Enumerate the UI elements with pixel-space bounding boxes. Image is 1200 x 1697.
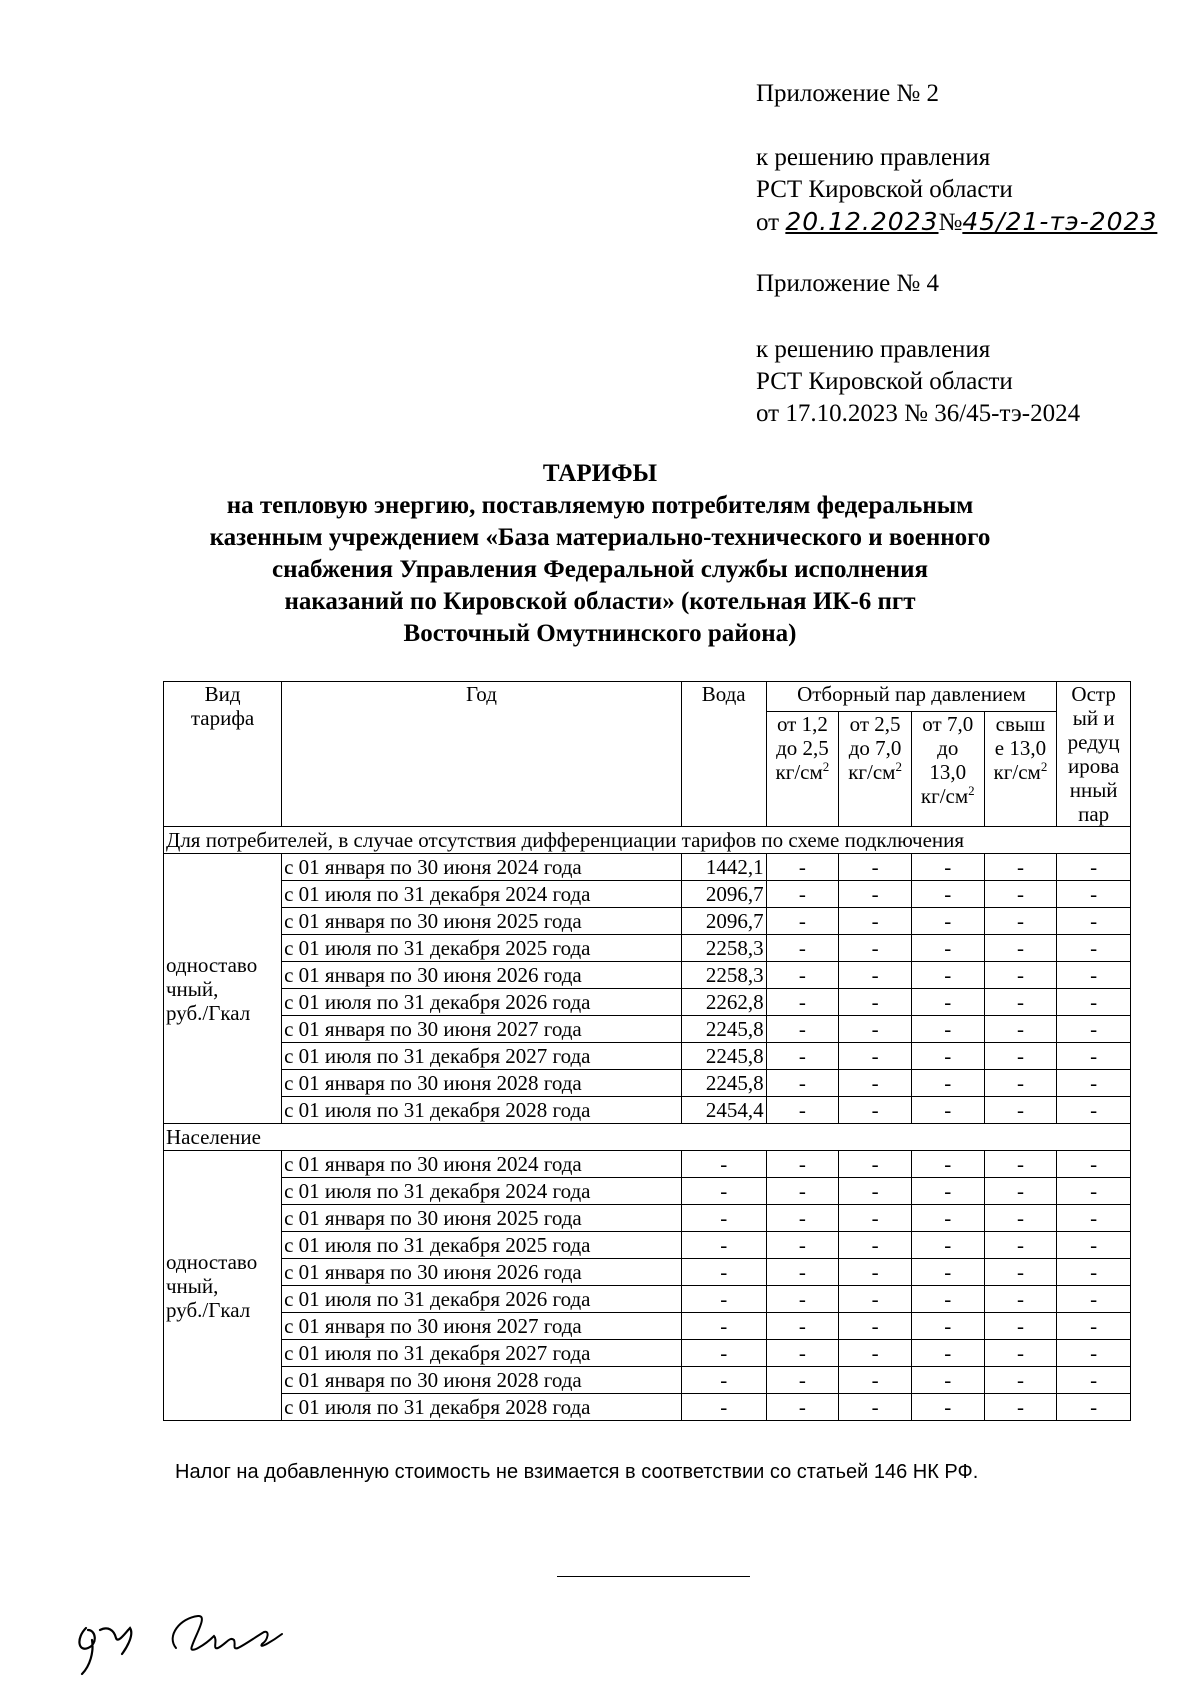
period-cell: с 01 января по 30 июня 2024 года (282, 1151, 682, 1178)
header-pressure-4 (984, 711, 1057, 826)
sharp-cell: - (1057, 935, 1131, 962)
p2-cell: - (839, 935, 912, 962)
p4-cell: - (984, 1097, 1057, 1124)
tariff-kind-cell (164, 1151, 282, 1421)
p2-cell: - (839, 1016, 912, 1043)
period-cell: с 01 июля по 31 декабря 2024 года (282, 1178, 682, 1205)
period-cell: с 01 июля по 31 декабря 2028 года (282, 1394, 682, 1421)
table-row (164, 1151, 1131, 1178)
sharp-cell: - (1057, 881, 1131, 908)
header-p3-line4 (914, 784, 982, 808)
p4-cell: - (984, 1151, 1057, 1178)
water-cell: - (681, 1367, 766, 1394)
p1-cell: - (766, 1286, 839, 1313)
table-row (164, 935, 1131, 962)
header-period: Год (282, 682, 682, 827)
p1-cell: - (766, 1205, 839, 1232)
period-cell: с 01 января по 30 июня 2025 года (282, 908, 682, 935)
p3-cell: - (911, 1367, 984, 1394)
water-cell: 2096,7 (681, 881, 766, 908)
header-p4-sup: 2 (1040, 758, 1048, 774)
sharp-cell: - (1057, 854, 1131, 881)
header-kind-line2: тарифа (190, 706, 255, 730)
header-p3-unit: кг/см (920, 783, 969, 808)
p2-cell: - (839, 1313, 912, 1340)
title-heading: ТАРИФЫ (542, 460, 658, 487)
annex-4-line3: от 17.10.2023 № 36/45-тэ-2024 (756, 400, 1081, 427)
p3-cell: - (911, 962, 984, 989)
closing-rule (557, 1576, 750, 1577)
water-cell: - (681, 1394, 766, 1421)
sharp-cell: - (1057, 1097, 1131, 1124)
water-cell: - (681, 1178, 766, 1205)
sharp-cell: - (1057, 1151, 1131, 1178)
p1-cell: - (766, 1367, 839, 1394)
water-cell: 2096,7 (681, 908, 766, 935)
header-p2-unit: кг/см (848, 759, 896, 784)
water-cell: - (681, 1259, 766, 1286)
table-row (164, 854, 1131, 881)
header-p1-line3 (769, 760, 837, 784)
p4-cell: - (984, 1367, 1057, 1394)
p2-cell: - (839, 1259, 912, 1286)
handwritten-signatures (68, 1600, 328, 1680)
header-pressure-1 (766, 711, 839, 826)
document-title (150, 458, 1050, 650)
p2-cell: - (839, 881, 912, 908)
p4-cell: - (984, 1313, 1057, 1340)
title-line1: на тепловую энергию, поставляемую потребителям федеральным (226, 492, 974, 519)
header-p2-sup: 2 (895, 758, 902, 774)
p4-cell: - (984, 1043, 1057, 1070)
table-row (164, 1016, 1131, 1043)
period-cell: с 01 июля по 31 декабря 2025 года (282, 935, 682, 962)
period-cell: с 01 января по 30 июня 2024 года (282, 854, 682, 881)
annex-2-date-prefix: от (756, 209, 786, 236)
p4-cell: - (984, 1394, 1057, 1421)
p4-cell: - (984, 1070, 1057, 1097)
p1-cell: - (766, 854, 839, 881)
sharp-cell: - (1057, 962, 1131, 989)
p3-cell: - (911, 1340, 984, 1367)
table-row (164, 1232, 1131, 1259)
sharp-cell: - (1057, 1286, 1131, 1313)
tariffs-table (163, 681, 1131, 1421)
table-body (164, 827, 1131, 1421)
water-cell: 2262,8 (681, 989, 766, 1016)
p3-cell: - (911, 1070, 984, 1097)
p3-cell: - (911, 1259, 984, 1286)
p4-cell: - (984, 881, 1057, 908)
header-p4-line1: свыш (995, 711, 1046, 736)
table-row (164, 881, 1131, 908)
title-line3: снабжения Управления Федеральной службы исполнения (271, 556, 929, 583)
header-p1-line1: от 1,2 (776, 711, 828, 736)
p2-cell: - (839, 1070, 912, 1097)
p2-cell: - (839, 1205, 912, 1232)
header-p1-unit: кг/см (775, 759, 823, 784)
p1-cell: - (766, 1232, 839, 1259)
annex-2-reference (756, 142, 1157, 239)
sharp-cell: - (1057, 1178, 1131, 1205)
p2-cell: - (839, 1097, 912, 1124)
header-pressure-3 (911, 711, 984, 826)
header-sharp-line3: редуц (1067, 730, 1120, 754)
p4-cell: - (984, 1340, 1057, 1367)
p1-cell: - (766, 935, 839, 962)
title-line4: наказаний по Кировской области» (котельная ИК-6 пгт (284, 588, 916, 615)
water-cell: 1442,1 (681, 854, 766, 881)
annex-4-title: Приложение № 4 (756, 270, 940, 297)
table-row (164, 1394, 1131, 1421)
p3-cell: - (911, 1313, 984, 1340)
p2-cell: - (839, 1232, 912, 1259)
p1-cell: - (766, 1313, 839, 1340)
header-steam: Отборный пар давлением (766, 682, 1057, 712)
water-cell: 2258,3 (681, 935, 766, 962)
water-cell: - (681, 1151, 766, 1178)
p4-cell: - (984, 935, 1057, 962)
header-p1-sup: 2 (822, 758, 830, 774)
table-row (164, 1340, 1131, 1367)
water-cell: - (681, 1286, 766, 1313)
p2-cell: - (839, 1286, 912, 1313)
period-cell: с 01 января по 30 июня 2026 года (282, 1259, 682, 1286)
header-p3-line2: до (937, 735, 959, 760)
p3-cell: - (911, 1151, 984, 1178)
sharp-cell: - (1057, 1394, 1131, 1421)
p4-cell: - (984, 854, 1057, 881)
p4-cell: - (984, 1232, 1057, 1259)
p4-cell: - (984, 1205, 1057, 1232)
sharp-cell: - (1057, 1016, 1131, 1043)
p2-cell: - (839, 1043, 912, 1070)
period-cell: с 01 января по 30 июня 2025 года (282, 1205, 682, 1232)
p3-cell: - (911, 989, 984, 1016)
table-row (164, 1313, 1131, 1340)
period-cell: с 01 июля по 31 декабря 2028 года (282, 1097, 682, 1124)
table-header-row (164, 682, 1131, 712)
annex-2-title: Приложение № 2 (756, 80, 940, 107)
annex-2-block (756, 78, 939, 110)
period-cell: с 01 июля по 31 декабря 2024 года (282, 881, 682, 908)
p1-cell: - (766, 908, 839, 935)
vat-note: Налог на добавленную стоимость не взимается в соответствии со статьей 146 НК РФ. (175, 1461, 979, 1483)
section-label: Для потребителей, в случае отсутствия дифференциации тарифов по схеме подключения (164, 827, 1131, 854)
p4-cell: - (984, 1286, 1057, 1313)
water-cell: 2245,8 (681, 1016, 766, 1043)
p3-cell: - (911, 908, 984, 935)
sharp-cell: - (1057, 1259, 1131, 1286)
p4-cell: - (984, 1178, 1057, 1205)
tariff-kind-line: руб./Гкал (166, 1297, 251, 1322)
p1-cell: - (766, 1259, 839, 1286)
header-pressure-2 (839, 711, 912, 826)
p2-cell: - (839, 962, 912, 989)
p1-cell: - (766, 962, 839, 989)
p1-cell: - (766, 1394, 839, 1421)
tariff-kind-line: чный, (166, 1273, 219, 1298)
p3-cell: - (911, 1232, 984, 1259)
period-cell: с 01 июля по 31 декабря 2026 года (282, 1286, 682, 1313)
p2-cell: - (839, 1178, 912, 1205)
water-cell: 2258,3 (681, 962, 766, 989)
handwritten-date: 20.12.2023 (785, 207, 939, 236)
header-p2-line1: от 2,5 (849, 711, 901, 736)
water-cell: 2245,8 (681, 1043, 766, 1070)
header-kind-line1: Вид (204, 682, 241, 706)
header-p2-line3 (841, 760, 909, 784)
table-row (164, 1286, 1131, 1313)
p2-cell: - (839, 1394, 912, 1421)
header-sharp-line2: ый и (1072, 706, 1115, 730)
handwritten-number: 45/21-тэ-2023 (962, 207, 1158, 236)
header-p3-line1: от 7,0 (922, 711, 974, 736)
p1-cell: - (766, 1340, 839, 1367)
water-cell: 2454,4 (681, 1097, 766, 1124)
annex-4-line2: РСТ Кировской области (756, 368, 1013, 395)
table-row (164, 1178, 1131, 1205)
sharp-cell: - (1057, 989, 1131, 1016)
tariff-kind-cell (164, 854, 282, 1124)
p1-cell: - (766, 1016, 839, 1043)
tariff-kind-line: руб./Гкал (166, 1000, 251, 1025)
header-sharp-steam (1057, 682, 1131, 827)
table-row (164, 962, 1131, 989)
water-cell: - (681, 1205, 766, 1232)
period-cell: с 01 января по 30 июня 2027 года (282, 1313, 682, 1340)
p3-cell: - (911, 854, 984, 881)
period-cell: с 01 июля по 31 декабря 2026 года (282, 989, 682, 1016)
p1-cell: - (766, 1043, 839, 1070)
p2-cell: - (839, 1340, 912, 1367)
p2-cell: - (839, 989, 912, 1016)
header-sharp-line6: пар (1078, 802, 1110, 826)
p4-cell: - (984, 962, 1057, 989)
annex-2-line1: к решению правления (756, 144, 991, 171)
p4-cell: - (984, 989, 1057, 1016)
annex-2-date-line (756, 206, 1157, 239)
p1-cell: - (766, 1151, 839, 1178)
title-line5: Восточный Омутнинского района) (403, 620, 797, 647)
tariff-kind-line: чный, (166, 976, 219, 1001)
title-line2: казенным учреждением «База материально-технического и военного (209, 524, 991, 551)
p3-cell: - (911, 1178, 984, 1205)
table-row (164, 1367, 1131, 1394)
p1-cell: - (766, 881, 839, 908)
header-p3-line3: 13,0 (929, 759, 967, 784)
table-row (164, 1097, 1131, 1124)
header-p4-line3 (987, 760, 1055, 784)
sharp-cell: - (1057, 1367, 1131, 1394)
p3-cell: - (911, 1043, 984, 1070)
header-sharp-line4: ирова (1068, 754, 1120, 778)
table-row (164, 989, 1131, 1016)
p3-cell: - (911, 881, 984, 908)
p3-cell: - (911, 1097, 984, 1124)
p1-cell: - (766, 1097, 839, 1124)
sharp-cell: - (1057, 1043, 1131, 1070)
period-cell: с 01 января по 30 июня 2028 года (282, 1070, 682, 1097)
table-row (164, 1043, 1131, 1070)
p1-cell: - (766, 1070, 839, 1097)
sharp-cell: - (1057, 1313, 1131, 1340)
sharp-cell: - (1057, 1205, 1131, 1232)
header-p1-line2: до 2,5 (776, 735, 829, 760)
p3-cell: - (911, 1394, 984, 1421)
header-p2-line2: до 7,0 (848, 735, 902, 760)
p2-cell: - (839, 1151, 912, 1178)
water-cell: - (681, 1232, 766, 1259)
header-p3-sup: 2 (968, 782, 975, 798)
p2-cell: - (839, 854, 912, 881)
header-p4-unit: кг/см (993, 759, 1041, 784)
p4-cell: - (984, 908, 1057, 935)
p3-cell: - (911, 1286, 984, 1313)
annex-4-block (756, 268, 939, 300)
header-sharp-line5: нный (1069, 778, 1118, 802)
water-cell: - (681, 1313, 766, 1340)
tariff-kind-line: одноставо (166, 952, 258, 977)
header-sharp-line1: Остр (1071, 682, 1116, 706)
p4-cell: - (984, 1259, 1057, 1286)
sharp-cell: - (1057, 1340, 1131, 1367)
period-cell: с 01 июля по 31 декабря 2027 года (282, 1340, 682, 1367)
header-water: Вода (681, 682, 766, 827)
p2-cell: - (839, 908, 912, 935)
period-cell: с 01 января по 30 июня 2028 года (282, 1367, 682, 1394)
p3-cell: - (911, 935, 984, 962)
table-row (164, 1205, 1131, 1232)
water-cell: - (681, 1340, 766, 1367)
annex-4-reference (756, 334, 1080, 430)
annex-2-line2: РСТ Кировской области (756, 176, 1013, 203)
water-cell: 2245,8 (681, 1070, 766, 1097)
period-cell: с 01 января по 30 июня 2026 года (282, 962, 682, 989)
table-row (164, 1070, 1131, 1097)
table-row (164, 908, 1131, 935)
sharp-cell: - (1057, 1070, 1131, 1097)
p3-cell: - (911, 1016, 984, 1043)
p2-cell: - (839, 1367, 912, 1394)
section-row (164, 1124, 1131, 1151)
annex-2-number-sign: № (938, 209, 963, 236)
p4-cell: - (984, 1016, 1057, 1043)
section-label: Население (164, 1124, 1131, 1151)
p3-cell: - (911, 1205, 984, 1232)
p1-cell: - (766, 989, 839, 1016)
sharp-cell: - (1057, 908, 1131, 935)
table-row (164, 1259, 1131, 1286)
tariff-kind-line: одноставо (166, 1249, 258, 1274)
section-row (164, 827, 1131, 854)
period-cell: с 01 июля по 31 декабря 2025 года (282, 1232, 682, 1259)
annex-4-line1: к решению правления (756, 336, 991, 363)
period-cell: с 01 июля по 31 декабря 2027 года (282, 1043, 682, 1070)
p1-cell: - (766, 1178, 839, 1205)
header-p4-line2: е 13,0 (994, 735, 1047, 760)
sharp-cell: - (1057, 1232, 1131, 1259)
header-tariff-kind (164, 682, 282, 827)
period-cell: с 01 января по 30 июня 2027 года (282, 1016, 682, 1043)
